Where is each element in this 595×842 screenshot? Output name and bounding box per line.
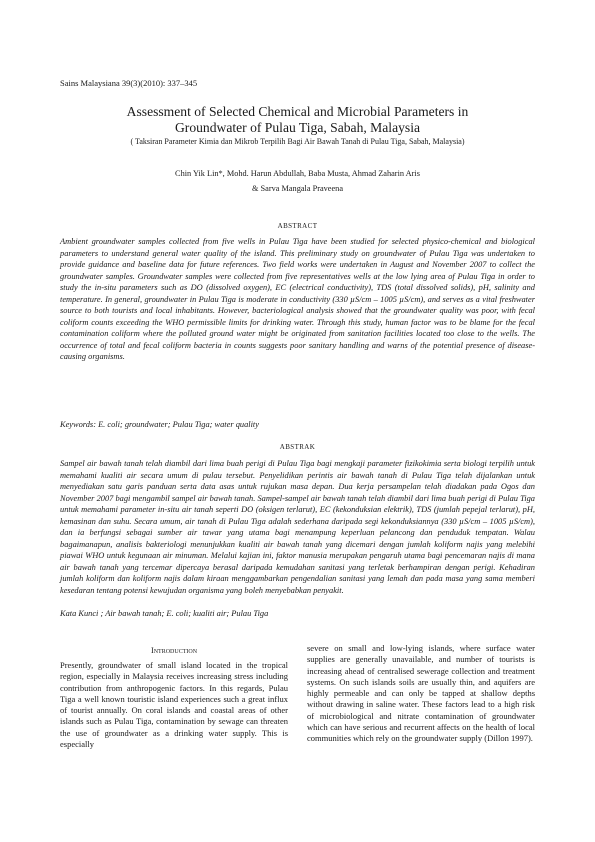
author-list (60, 166, 535, 196)
paper-title (60, 104, 535, 136)
kata-kunci: Kata Kunci ; Air bawah tanah; E. coli; kualiti air; Pulau Tiga (60, 609, 269, 618)
abstract-heading: ABSTRACT (277, 222, 318, 230)
keywords: Keywords: E. coli; groundwater; Pulau Tiga; water quality (60, 420, 259, 429)
introduction-column-left: Presently, groundwater of small island located in the tropical region, especially in Malaysia receives increasing stress including contribution from anthropogenic factors. In this regards, Pulau Tiga a well known touristic island experiences such a great influx of tourist annually. On coral islands and coastal areas of other islands such as Pulau Tiga, contamination by sewage can threaten the use of groundwater as a drinking water supply. This is especially (60, 660, 288, 750)
abstrak-heading: ABSTRAK (279, 443, 316, 451)
journal-citation: Sains Malaysiana 39(3)(2010): 337–345 (60, 78, 198, 88)
abstrak-text: Sampel air bawah tanah telah diambil dari lima buah perigi di Pulau Tiga bagi mengkaji parameter fizikokimia serta biologi terpilih untuk memahami kualiti air secara umum di pulau tersebut. Penyelidikan perintis air bawah tanah di Pulau Tiga telah dijalankan untuk menyediakan satu garis panduan serta data asas untuk rujukan masa depan. Dua kerja persampelan telah diadakan pada Ogos dan November 2007 bagi mengambil sampel air bawah tanah. Sampel-sampel air bawah tanah telah diambil dari lima buah perigi di Pulau Tiga untuk memahami parameter in-situ air tanah seperti DO (oksigen terlarut), EC (kekonduksian elektrik), TDS (jumlah pepejal terlarut), pH, kemasinan dan suhu. Secara umum, air tanah di Pulau Tiga adalah sederhana daripada segi kekonduksiannya (330 µS/cm – 1005 µS/cm), dan ia berfungsi sebagai sumber air tawar yang utama bagi menampung keperluan pelancong dan penduduk tempatan. Walau bagaimanapun, analisis bakteriologi menunjukkan kualiti air bawah tanah yang dicemari dengan jumlah koliform najis yang melebihi piawai WHO untuk kegunaan air minuman. Melalui kajian ini, faktor manusia merupakan pengaruh utama bagi pencemaran najis di mana air bawah tanah yang tercemar dipercaya berasal daripada kemudahan sanitasi yang terletak berhampiran dengan perigi. Kehadiran jumlah koliform dan koliform najis dalam kiraan menggambarkan pengendalian sanitasi yang lemah dan pada masa yang sama memberi kesedaran tentang potensi kewujudan organisma yang boleh menyebabkan penyakit. (60, 459, 535, 596)
paper-subtitle: ( Taksiran Parameter Kimia dan Mikrob Terpilih Bagi Air Bawah Tanah di Pulau Tiga, Sabah, Malaysia) (130, 137, 465, 146)
title-line-1: Assessment of Selected Chemical and Microbial Parameters in (126, 104, 469, 119)
authors-line-1: Chin Yik Lin*, Mohd. Harun Abdullah, Baba Musta, Ahmad Zaharin Aris (175, 169, 420, 178)
title-line-2: Groundwater of Pulau Tiga, Sabah, Malaysia (174, 120, 421, 135)
abstract-text: Ambient groundwater samples collected from five wells in Pulau Tiga have been studied for selected physico-chemical and biological parameters to understand general water quality of the island. This preliminary study on groundwater of Pulau Tiga was undertaken to provide guidance and baseline data for future references. Two field works were undertaken in August and November 2007 to collect the groundwater samples. Groundwater samples were collected from five representatives wells at the low lying area of Pulau Tiga in order to study the in-situ parameters such as DO (dissolved oxygen), EC (electrical conductivity), TDS (total dissolved solids), pH, salinity and temperature. In general, groundwater in Pulau Tiga is moderate in conductivity (330 µS/cm – 1005 µS/cm), and serves as a vital freshwater source to both tourists and local inhabitants. However, bacteriological analysis showed that the groundwater quality was poor, with fecal coliform counts exceeding the WHO permissible limits for drinking water. Through this study, human factor was to be blame for the fecal contamination coliform where the polluted ground water might be originated from sanitation facilities located too close to the wells. The occurrence of total and fecal coliform bacteria in counts suggests poor sanitary handling and warns of the potential presence of disease-causing organisms. (60, 237, 535, 362)
authors-line-2: & Sarva Mangala Praveena (252, 184, 343, 193)
introduction-column-right: severe on small and low-lying islands, where surface water supplies are generally unavailable, and number of tourists is increasing ahead of centralised sewerage collection and treatment systems. On such islands soils are usually thin, and aquifers are highly permeable and can only be tapped at shallow depths without drawing in saline water. These factors lead to a high risk of microbiological and nitrate contamination of groundwater which can have serious and recurrent affects on the health of local communities which rely on the groundwater supply (Dillon 1997). (307, 643, 535, 744)
introduction-heading: Introduction (150, 646, 198, 655)
